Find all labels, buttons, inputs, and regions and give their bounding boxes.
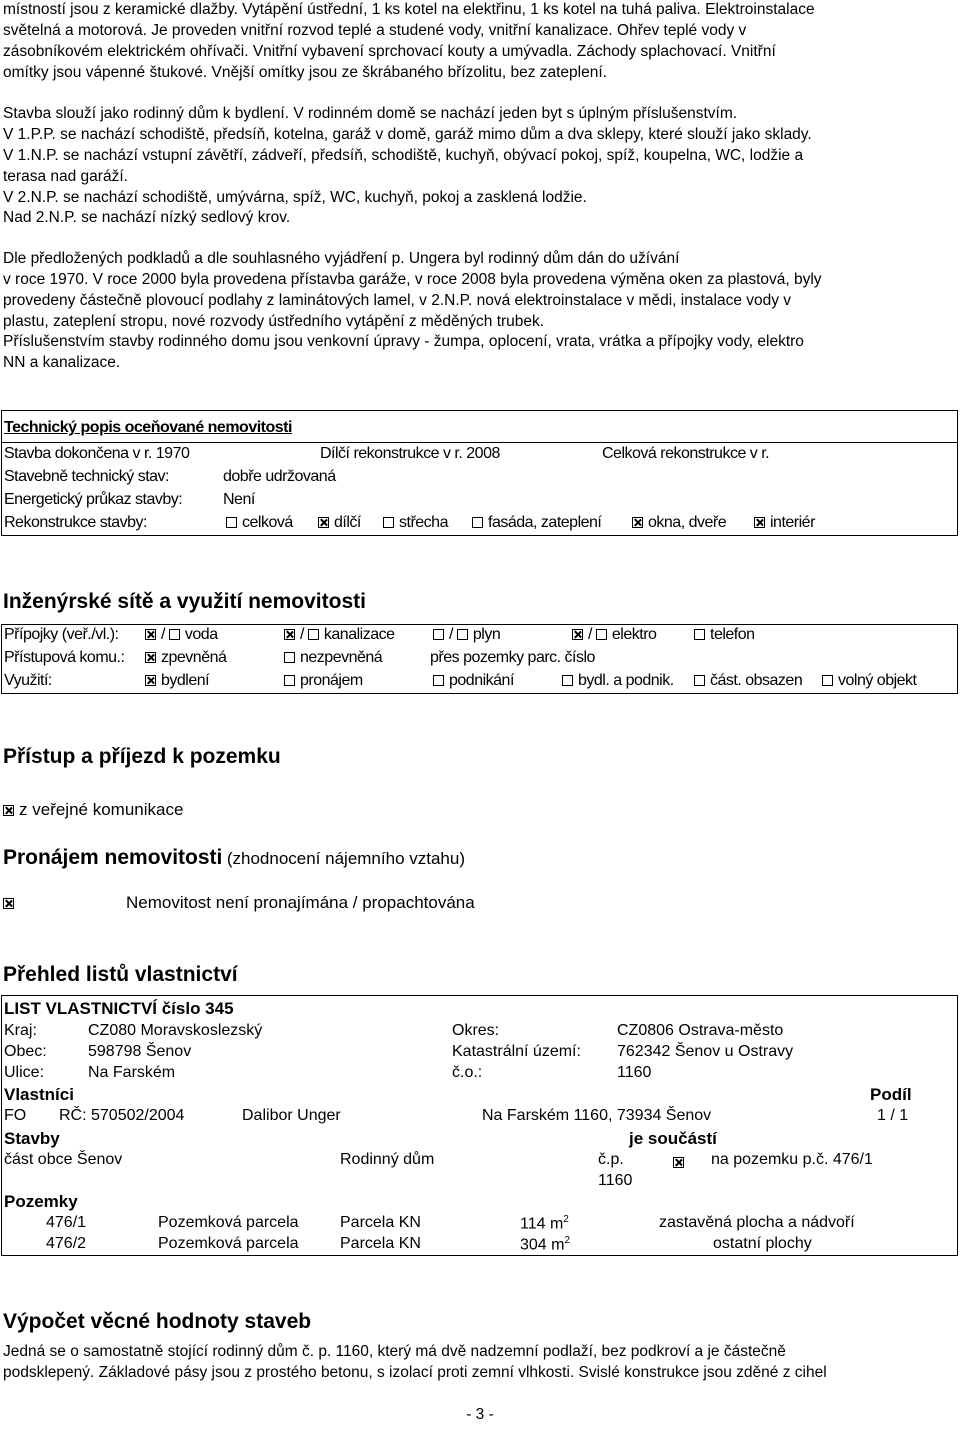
checked-checkbox-icon[interactable] xyxy=(3,805,14,816)
stavba-on-parcel: na pozemku p.č. 476/1 xyxy=(711,1151,873,1168)
history-line: v roce 1970. V roce 2000 byla provedena přístavba garáže, v roce 2008 byla provedena výměna oken za plastová, byly xyxy=(3,271,822,288)
kraj-label: Kraj: xyxy=(4,1022,37,1039)
history-line: NN a kanalizace. xyxy=(3,354,121,371)
parcel-kn: Parcela KN xyxy=(340,1214,421,1231)
share-label: Podíl xyxy=(870,1085,912,1104)
intro-line: zásobníkovém elektrickém ohřívači. Vnitřní vybavení sprchovací kouty a umývadla. Záchody splachovací. Vnitřní xyxy=(3,43,776,60)
access-title: Přístup a příjezd k pozemku xyxy=(3,745,281,768)
stavba-part: část obce Šenov xyxy=(4,1151,123,1168)
use-cast-obsazen[interactable]: část. obsazen xyxy=(694,672,802,690)
checkbox-icon[interactable] xyxy=(383,517,394,528)
access-pres-pozemky: přes pozemky parc. číslo xyxy=(430,649,595,666)
usage-line: V 1.P.P. se nachází schodiště, předsíň, kotelna, garáž v domě, garáž mimo dům a dva sklepy, které slouží jako sklady. xyxy=(3,126,812,143)
okres-value: CZ0806 Ostrava-město xyxy=(617,1022,784,1039)
stavba-type: Rodinný dům xyxy=(340,1151,435,1168)
parcel-number: 476/2 xyxy=(46,1235,87,1252)
checked-checkbox-icon[interactable] xyxy=(318,517,329,528)
tech-divider xyxy=(2,442,957,443)
owner-type: FO xyxy=(4,1107,27,1124)
stavba-cp: č.p. xyxy=(598,1151,624,1168)
calc-title: Výpočet věcné hodnoty staveb xyxy=(3,1310,312,1333)
co-value: 1160 xyxy=(617,1064,652,1081)
checkbox-icon[interactable] xyxy=(433,629,444,640)
co-label: č.o.: xyxy=(452,1064,483,1081)
connection-kanalizace[interactable]: / kanalizace xyxy=(284,626,395,644)
checkbox-icon[interactable] xyxy=(169,629,180,640)
parcel-type: Pozemková parcela xyxy=(158,1214,299,1231)
intro-line: omítky jsou vápenné štukové. Vnější omítky jsou ze škrábaného břízolitu, bez zateplení. xyxy=(3,64,607,81)
owner-share: 1 / 1 xyxy=(877,1107,909,1124)
tech-description-box xyxy=(1,410,958,536)
access-zpevnena[interactable]: zpevněná xyxy=(145,649,226,667)
owner-rc: RČ: 570502/2004 xyxy=(59,1107,185,1124)
checked-checkbox-icon[interactable] xyxy=(284,629,295,640)
connection-telefon[interactable]: telefon xyxy=(694,626,755,644)
owner-address: Na Farském 1160, 73934 Šenov xyxy=(482,1107,712,1124)
use-bydleni[interactable]: bydlení xyxy=(145,672,209,690)
history-line: Příslušenstvím stavby rodinného domu jsou venkovní úpravy - žumpa, oplocení, vrata, vrátka a přípojky vody, elektro xyxy=(3,333,804,350)
recon-option-interier[interactable]: interiér xyxy=(754,514,815,532)
ulice-value: Na Farském xyxy=(88,1064,176,1081)
stavba-part-of[interactable] xyxy=(673,1154,689,1172)
tech-energy-label: Energetický průkaz stavby: xyxy=(4,491,183,508)
access-item[interactable]: z veřejné komunikace xyxy=(3,800,183,820)
history-line: provedeny částečně plovoucí podlahy z laminátových lamel, v 2.N.P. nová elektroinstalace v mědi, instalace vody v xyxy=(3,292,792,309)
lv-section-title: Přehled listů vlastnictví xyxy=(3,963,238,986)
use-pronajem[interactable]: pronájem xyxy=(284,672,363,690)
stavba-cp-number: 1160 xyxy=(598,1172,633,1189)
use-podnikani[interactable]: podnikání xyxy=(433,672,514,690)
checkbox-icon[interactable] xyxy=(694,675,705,686)
connection-plyn[interactable]: / plyn xyxy=(433,626,500,644)
checkbox-icon[interactable] xyxy=(562,675,573,686)
checked-checkbox-icon[interactable] xyxy=(145,652,156,663)
parcel-kn: Parcela KN xyxy=(340,1235,421,1252)
page-number: - 3 - xyxy=(466,1406,494,1423)
rent-item[interactable]: Nemovitost není pronajímána / propachtována xyxy=(3,893,19,913)
checkbox-icon[interactable] xyxy=(457,629,468,640)
use-bydl-podnik[interactable]: bydl. a podnik. xyxy=(562,672,674,690)
use-label: Využití: xyxy=(4,672,52,689)
rent-heading xyxy=(3,846,465,870)
connection-voda[interactable]: / voda xyxy=(145,626,218,644)
checked-checkbox-icon[interactable] xyxy=(145,675,156,686)
checkbox-icon[interactable] xyxy=(226,517,237,528)
tech-state-label: Stavebně technický stav: xyxy=(4,468,169,485)
checked-checkbox-icon[interactable] xyxy=(632,517,643,528)
parcel-area: 114 $m^2$ xyxy=(520,1214,569,1233)
checked-checkbox-icon[interactable] xyxy=(3,898,14,909)
checkbox-icon[interactable] xyxy=(284,652,295,663)
lv-heading: LIST VLASTNICTVÍ číslo 345 xyxy=(4,999,234,1018)
tech-state-value: dobře udržovaná xyxy=(223,468,336,485)
owners-label: Vlastníci xyxy=(4,1085,74,1104)
ulice-label: Ulice: xyxy=(4,1064,45,1081)
connections-label: Přípojky (veř./vl.): xyxy=(4,626,119,643)
parcel-use: zastavěná plocha a nádvoří xyxy=(659,1214,855,1231)
tech-partial-recon: Dílčí rekonstrukce v r. 2008 xyxy=(320,445,500,462)
recon-option-strecha[interactable]: střecha xyxy=(383,514,448,532)
checked-checkbox-icon[interactable] xyxy=(754,517,765,528)
intro-line: místností jsou z keramické dlažby. Vytápění ústřední, 1 ks kotel na elektřinu, 1 ks kotel na tuhá paliva. Elektroinstalace xyxy=(3,1,815,18)
soucasti-label: je součástí xyxy=(629,1129,717,1148)
tech-recon-label: Rekonstrukce stavby: xyxy=(4,514,147,531)
checkbox-icon[interactable] xyxy=(433,675,444,686)
checkbox-icon[interactable] xyxy=(596,629,607,640)
recon-option-dilci[interactable]: dílčí xyxy=(318,514,361,532)
connection-elektro[interactable]: / elektro xyxy=(572,626,656,644)
usage-line: V 2.N.P. se nachází schodiště, umývárna, spíž, WC, kuchyň, pokoj a zasklená lodžie. xyxy=(3,189,587,206)
lv-box xyxy=(1,995,958,1256)
rent-subtitle: (zhodnocení nájemního vztahu) xyxy=(226,849,465,868)
rent-title: Pronájem nemovitosti xyxy=(3,846,223,869)
history-line: plastu, zateplení stropu, nové rozvody ústředního vytápění z měděných trubek. xyxy=(3,313,545,330)
calc-line: Jedná se o samostatně stojící rodinný dům č. p. 1160, který má dvě nadzemní podlaží, bez podkroví a je částečně xyxy=(3,1343,786,1360)
intro-line: světelná a motorová. Je proveden vnitřní rozvod teplé a studené vody, vnitřní kanalizace. Ohřev teplé vody v xyxy=(3,22,747,39)
parcel-area: 304 $m^2$ xyxy=(520,1235,571,1254)
access-nezpevnena[interactable]: nezpevněná xyxy=(284,649,382,667)
kraj-value: CZ080 Moravskoslezský xyxy=(88,1022,263,1039)
recon-option-celkova[interactable]: celková xyxy=(226,514,293,532)
recon-option-fasada[interactable]: fasáda, zateplení xyxy=(472,514,601,532)
networks-box xyxy=(1,624,958,694)
checkbox-icon[interactable] xyxy=(694,629,705,640)
pozemky-label: Pozemky xyxy=(4,1192,78,1211)
usage-line: V 1.N.P. se nachází vstupní závětří, zádveří, předsíň, schodiště, kuchyň, obývací pokoj, spíž, koupelna, WC, lodžie a xyxy=(3,147,804,164)
obec-label: Obec: xyxy=(4,1043,47,1060)
parcel-type: Pozemková parcela xyxy=(158,1235,299,1252)
networks-title: Inženýrské sítě a využití nemovitosti xyxy=(3,590,366,613)
recon-option-okna[interactable]: okna, dveře xyxy=(632,514,726,532)
tech-title: Technický popis oceňované nemovitosti xyxy=(4,419,292,436)
use-volny-objekt[interactable]: volný objekt xyxy=(822,672,917,690)
tech-total-recon: Celková rekonstrukce v r. xyxy=(602,445,770,462)
usage-line: Nad 2.N.P. se nachází nízký sedlový krov. xyxy=(3,209,291,226)
ku-value: 762342 Šenov u Ostravy xyxy=(617,1043,794,1060)
okres-label: Okres: xyxy=(452,1022,500,1039)
checkbox-icon[interactable] xyxy=(472,517,483,528)
ku-label: Katastrální území: xyxy=(452,1043,581,1060)
usage-line: Stavba slouží jako rodinný dům k bydlení. V rodinném domě se nachází jeden byt s úplným příslušenstvím. xyxy=(3,105,738,122)
tech-energy-value: Není xyxy=(223,491,255,508)
calc-line: podsklepený. Základové pásy jsou z prostého betonu, s izolací proti zemní vlhkosti. Svislé konstrukce jsou zděné z cihel xyxy=(3,1364,827,1381)
access-comm-label: Přístupová komu.: xyxy=(4,649,125,666)
parcel-use: ostatní plochy xyxy=(713,1235,812,1252)
checkbox-icon[interactable] xyxy=(308,629,319,640)
checkbox-icon[interactable] xyxy=(822,675,833,686)
parcel-number: 476/1 xyxy=(46,1214,87,1231)
checked-checkbox-icon[interactable] xyxy=(673,1157,684,1168)
tech-completed: Stavba dokončena v r. 1970 xyxy=(4,445,190,462)
checkbox-icon[interactable] xyxy=(284,675,295,686)
checked-checkbox-icon[interactable] xyxy=(145,629,156,640)
owner-name: Dalibor Unger xyxy=(242,1107,341,1124)
usage-line: terasa nad garáží. xyxy=(3,168,128,185)
history-line: Dle předložených podkladů a dle souhlasného vyjádření p. Ungera byl rodinný dům dán do užívání xyxy=(3,250,680,267)
obec-value: 598798 Šenov xyxy=(88,1043,192,1060)
stavby-label: Stavby xyxy=(4,1129,60,1148)
checked-checkbox-icon[interactable] xyxy=(572,629,583,640)
